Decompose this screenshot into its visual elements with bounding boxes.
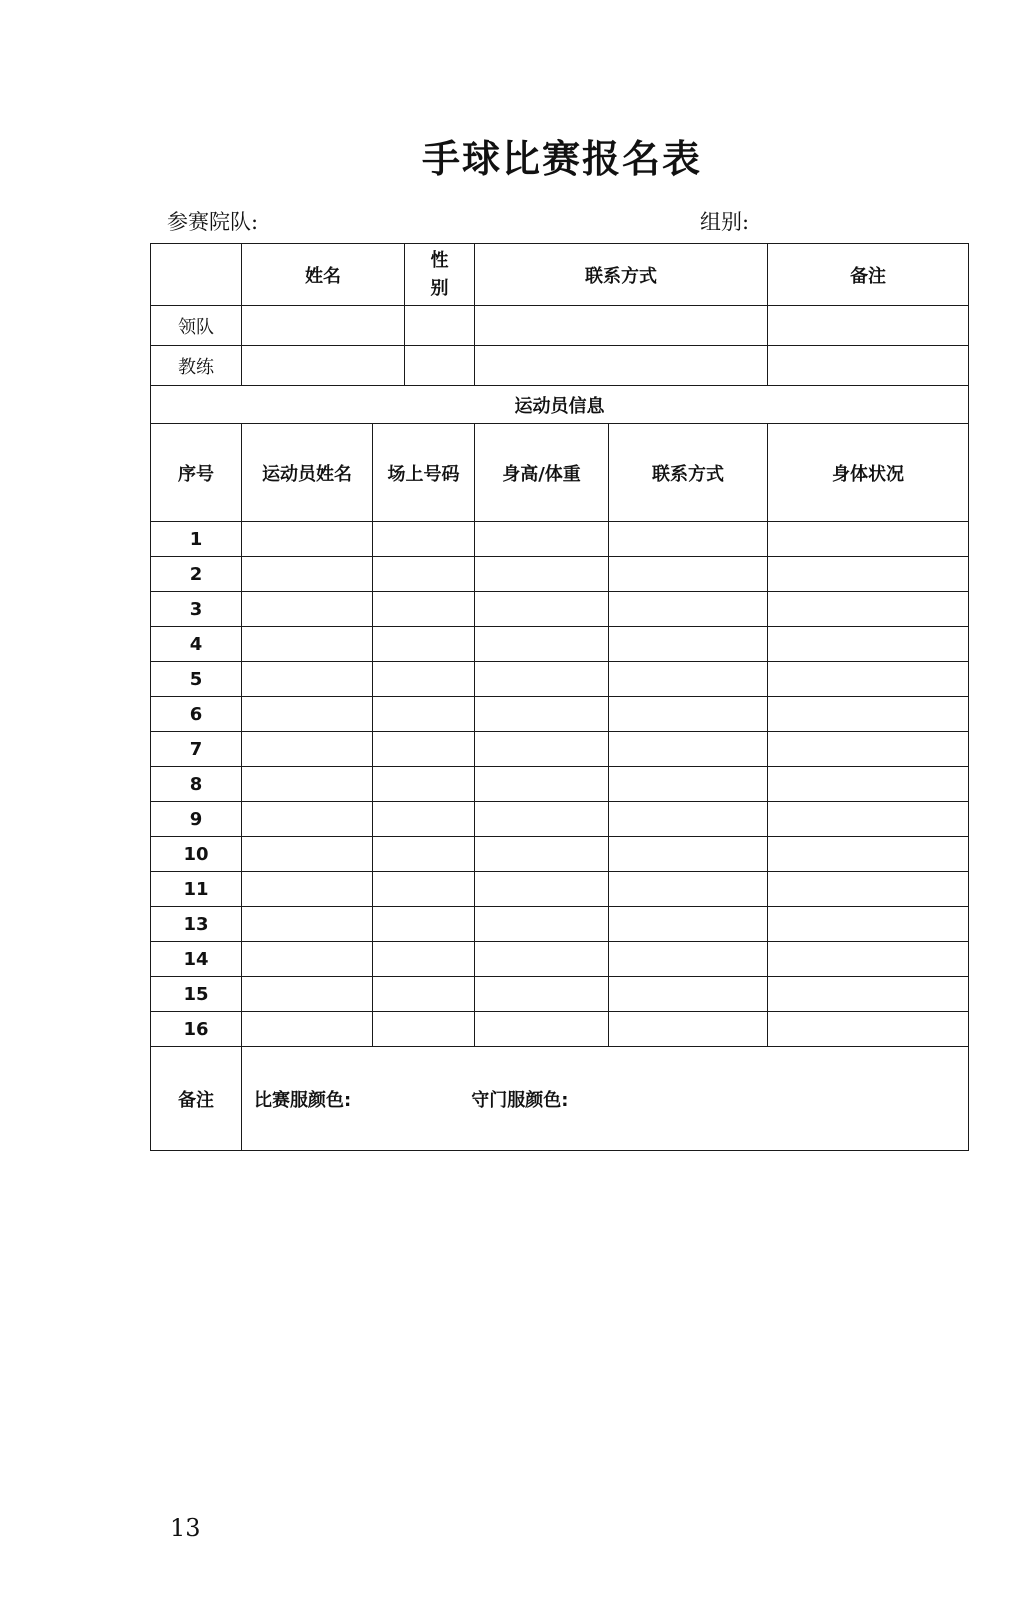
athlete-contact-cell[interactable] xyxy=(609,557,768,592)
athlete-number-cell[interactable] xyxy=(373,872,475,907)
athlete-health-cell[interactable] xyxy=(768,662,969,697)
athlete-health-cell[interactable] xyxy=(768,907,969,942)
athlete-row xyxy=(151,872,969,907)
athlete-height-weight-cell[interactable] xyxy=(475,837,609,872)
athlete-height-weight-cell[interactable] xyxy=(475,977,609,1012)
athlete-number-cell[interactable] xyxy=(373,697,475,732)
athlete-index-cell: 6 xyxy=(151,697,242,732)
athlete-number-cell[interactable] xyxy=(373,977,475,1012)
athlete-row xyxy=(151,977,969,1012)
athlete-row xyxy=(151,732,969,767)
athlete-contact-cell[interactable] xyxy=(609,802,768,837)
leader-remark-cell[interactable] xyxy=(768,306,969,346)
athlete-health-cell[interactable] xyxy=(768,627,969,662)
athlete-header-health: 身体状况 xyxy=(768,424,969,522)
athlete-number-cell[interactable] xyxy=(373,767,475,802)
athlete-name-cell[interactable] xyxy=(242,1012,373,1047)
remarks-row xyxy=(151,1047,969,1151)
athlete-index-cell: 7 xyxy=(151,732,242,767)
staff-row-leader xyxy=(151,306,969,346)
athlete-index-cell: 9 xyxy=(151,802,242,837)
athlete-height-weight-cell[interactable] xyxy=(475,662,609,697)
athlete-contact-cell[interactable] xyxy=(609,942,768,977)
staff-row-coach xyxy=(151,346,969,386)
athlete-name-cell[interactable] xyxy=(242,732,373,767)
athlete-contact-cell[interactable] xyxy=(609,732,768,767)
athlete-header-row xyxy=(151,424,969,522)
athlete-header-number: 场上号码 xyxy=(373,424,475,522)
athlete-health-cell[interactable] xyxy=(768,942,969,977)
athlete-contact-cell[interactable] xyxy=(609,592,768,627)
athlete-number-cell[interactable] xyxy=(373,592,475,627)
athlete-health-cell[interactable] xyxy=(768,767,969,802)
athlete-name-cell[interactable] xyxy=(242,977,373,1012)
team-field-label: 参赛院队: xyxy=(167,210,259,234)
athlete-height-weight-cell[interactable] xyxy=(475,907,609,942)
athlete-name-cell[interactable] xyxy=(242,837,373,872)
athlete-health-cell[interactable] xyxy=(768,592,969,627)
athlete-number-cell[interactable] xyxy=(373,662,475,697)
athlete-health-cell[interactable] xyxy=(768,697,969,732)
staff-role-leader: 领队 xyxy=(151,306,242,346)
leader-gender-cell[interactable] xyxy=(405,306,475,346)
athlete-name-cell[interactable] xyxy=(242,697,373,732)
athlete-header-contact: 联系方式 xyxy=(609,424,768,522)
athlete-row xyxy=(151,697,969,732)
athlete-height-weight-cell[interactable] xyxy=(475,627,609,662)
home-kit-color-label: 比赛服颜色: xyxy=(254,1089,352,1111)
remarks-label: 备注 xyxy=(151,1047,242,1151)
athlete-index-cell: 3 xyxy=(151,592,242,627)
athlete-index-cell: 11 xyxy=(151,872,242,907)
athlete-row xyxy=(151,1012,969,1047)
athlete-row xyxy=(151,627,969,662)
athlete-height-weight-cell[interactable] xyxy=(475,872,609,907)
athlete-health-cell[interactable] xyxy=(768,802,969,837)
athlete-index-cell: 4 xyxy=(151,627,242,662)
staff-header-gender: 性 别 xyxy=(405,244,475,306)
staff-header-contact: 联系方式 xyxy=(475,244,768,306)
athlete-contact-cell[interactable] xyxy=(609,1012,768,1047)
athlete-height-weight-cell[interactable] xyxy=(475,942,609,977)
athlete-contact-cell[interactable] xyxy=(609,767,768,802)
athlete-number-cell[interactable] xyxy=(373,1012,475,1047)
athlete-rows xyxy=(151,522,969,1047)
athlete-index-cell: 15 xyxy=(151,977,242,1012)
coach-name-cell[interactable] xyxy=(242,346,405,386)
athlete-name-cell[interactable] xyxy=(242,592,373,627)
coach-remark-cell[interactable] xyxy=(768,346,969,386)
athlete-number-cell[interactable] xyxy=(373,837,475,872)
athlete-number-cell[interactable] xyxy=(373,907,475,942)
athlete-row xyxy=(151,802,969,837)
athlete-index-cell: 8 xyxy=(151,767,242,802)
athlete-number-cell[interactable] xyxy=(373,942,475,977)
athlete-health-cell[interactable] xyxy=(768,837,969,872)
athlete-number-cell[interactable] xyxy=(373,732,475,767)
athlete-height-weight-cell[interactable] xyxy=(475,697,609,732)
athlete-index-cell: 13 xyxy=(151,907,242,942)
athlete-health-cell[interactable] xyxy=(768,872,969,907)
remarks-content[interactable] xyxy=(242,1047,969,1151)
athlete-height-weight-cell[interactable] xyxy=(475,1012,609,1047)
athlete-height-weight-cell[interactable] xyxy=(475,592,609,627)
athlete-contact-cell[interactable] xyxy=(609,977,768,1012)
staff-header-row xyxy=(151,244,969,306)
athlete-row xyxy=(151,662,969,697)
athlete-number-cell[interactable] xyxy=(373,522,475,557)
athlete-row xyxy=(151,837,969,872)
athlete-index-cell: 5 xyxy=(151,662,242,697)
athlete-contact-cell[interactable] xyxy=(609,522,768,557)
athlete-height-weight-cell[interactable] xyxy=(475,802,609,837)
athlete-name-cell[interactable] xyxy=(242,662,373,697)
athlete-index-cell: 10 xyxy=(151,837,242,872)
athlete-row xyxy=(151,557,969,592)
coach-contact-cell[interactable] xyxy=(475,346,768,386)
keeper-kit-color-label: 守门服颜色: xyxy=(471,1089,569,1111)
athlete-contact-cell[interactable] xyxy=(609,872,768,907)
staff-role-coach: 教练 xyxy=(151,346,242,386)
athlete-contact-cell[interactable] xyxy=(609,662,768,697)
athlete-name-cell[interactable] xyxy=(242,907,373,942)
coach-gender-cell[interactable] xyxy=(405,346,475,386)
athlete-name-cell[interactable] xyxy=(242,942,373,977)
athlete-health-cell[interactable] xyxy=(768,1012,969,1047)
athlete-index-cell: 14 xyxy=(151,942,242,977)
athlete-height-weight-cell[interactable] xyxy=(475,522,609,557)
staff-header-remark: 备注 xyxy=(768,244,969,306)
athlete-health-cell[interactable] xyxy=(768,522,969,557)
athlete-number-cell[interactable] xyxy=(373,557,475,592)
athlete-height-weight-cell[interactable] xyxy=(475,732,609,767)
athlete-row xyxy=(151,592,969,627)
athlete-row xyxy=(151,767,969,802)
athlete-header-index: 序号 xyxy=(151,424,242,522)
staff-header-blank xyxy=(151,244,242,306)
athlete-section-title: 运动员信息 xyxy=(151,386,969,424)
page-title: 手球比赛报名表 xyxy=(421,137,702,181)
athlete-health-cell[interactable] xyxy=(768,557,969,592)
athlete-contact-cell[interactable] xyxy=(609,627,768,662)
group-field-label: 组别: xyxy=(700,210,750,234)
athlete-height-weight-cell[interactable] xyxy=(475,557,609,592)
athlete-index-cell: 2 xyxy=(151,557,242,592)
athlete-header-name: 运动员姓名 xyxy=(242,424,373,522)
athlete-contact-cell[interactable] xyxy=(609,697,768,732)
athlete-section-row xyxy=(151,386,969,424)
athlete-index-cell: 16 xyxy=(151,1012,242,1047)
athlete-health-cell[interactable] xyxy=(768,732,969,767)
staff-header-name: 姓名 xyxy=(242,244,405,306)
athlete-row xyxy=(151,907,969,942)
athlete-name-cell[interactable] xyxy=(242,802,373,837)
leader-contact-cell[interactable] xyxy=(475,306,768,346)
athlete-row xyxy=(151,522,969,557)
athlete-name-cell[interactable] xyxy=(242,872,373,907)
athlete-health-cell[interactable] xyxy=(768,977,969,1012)
athlete-name-cell[interactable] xyxy=(242,767,373,802)
athlete-name-cell[interactable] xyxy=(242,557,373,592)
athlete-name-cell[interactable] xyxy=(242,627,373,662)
athlete-index-cell: 1 xyxy=(151,522,242,557)
registration-form-table xyxy=(150,243,969,1151)
athlete-contact-cell[interactable] xyxy=(609,837,768,872)
athlete-number-cell[interactable] xyxy=(373,802,475,837)
athlete-name-cell[interactable] xyxy=(242,522,373,557)
page-number: 13 xyxy=(170,1514,201,1542)
leader-name-cell[interactable] xyxy=(242,306,405,346)
athlete-header-height-weight: 身高/体重 xyxy=(475,424,609,522)
athlete-number-cell[interactable] xyxy=(373,627,475,662)
athlete-height-weight-cell[interactable] xyxy=(475,767,609,802)
athlete-contact-cell[interactable] xyxy=(609,907,768,942)
athlete-row xyxy=(151,942,969,977)
